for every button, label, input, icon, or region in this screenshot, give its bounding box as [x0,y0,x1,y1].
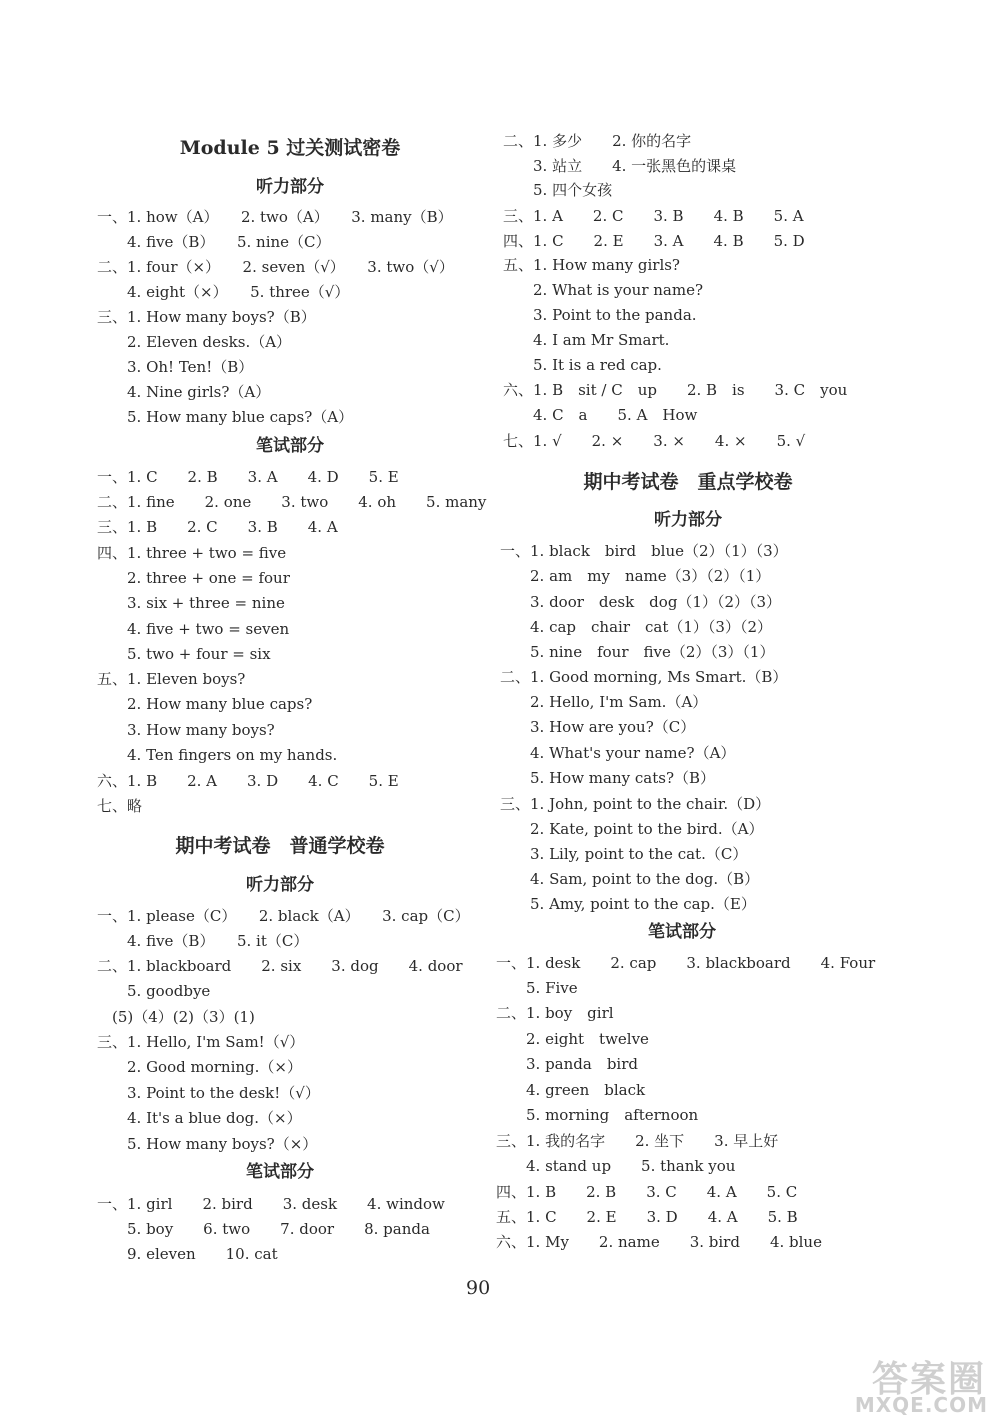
answer-line: 3. How are you?（C） [500,718,696,736]
answer-line: 三、1. B 2. C 3. B 4. A [97,518,338,536]
answer-line: 2. three + one = four [97,569,290,587]
answer-line: 2. How many blue caps? [97,695,313,713]
answer-line: 三、1. Hello, I'm Sam!（√） [97,1033,305,1051]
answer-line: 5. nine four five（2）（3）（1） [500,643,775,661]
answer-line: 三、1. John, point to the chair.（D） [500,795,771,813]
answer-line: 四、1. B 2. B 3. C 4. A 5. C [496,1183,798,1201]
answer-line: 三、1. A 2. C 3. B 4. B 5. A [503,207,804,225]
answer-line: 5. How many blue caps?（A） [97,408,354,426]
answer-line: 4. Nine girls?（A） [97,383,271,401]
answer-line: 2. am my name（3）（2）（1） [500,567,771,585]
answer-line: 六、1. My 2. name 3. bird 4. blue [496,1233,822,1251]
answer-line: 4. five + two = seven [97,620,290,638]
answer-line: 5. goodbye [97,982,211,1000]
midterm-key-title: 期中考试卷 重点学校卷 [583,471,793,493]
answer-line: 一、1. black bird blue（2）（1）（3） [500,542,788,560]
midterm-regular-title: 期中考试卷 普通学校卷 [175,835,385,857]
answer-line: 3. 站立 4. 一张黑色的课桌 [503,157,737,175]
answer-line: 4. cap chair cat（1）（3）（2） [500,618,773,636]
answer-line: 2. Good morning.（×） [97,1058,302,1076]
midterm-key-written-header: 笔试部分 [648,922,716,942]
answer-line: 2. What is your name? [503,281,704,299]
page-number: 90 [466,1277,491,1299]
answer-line: 4. green black [496,1081,646,1099]
answer-line: 5. Five [496,979,578,997]
answer-line: 五、1. Eleven boys? [97,670,246,688]
module5-title: Module 5 过关测试密卷 [179,137,401,159]
answer-line: 3. How many boys? [97,721,275,739]
answer-line: 六、1. B sit / C up 2. B is 3. C you [503,381,848,399]
answer-line: 七、略 [97,797,143,815]
answer-line: 一、1. C 2. B 3. A 4. D 5. E [97,468,399,486]
answer-line: 六、1. B 2. A 3. D 4. C 5. E [97,772,399,790]
answer-line: 4. Ten fingers on my hands. [97,746,338,764]
watermark-url: MXQE.COM [854,1393,988,1417]
answer-line: 4. Sam, point to the dog.（B） [500,870,760,888]
answer-line: 一、1. please（C） 2. black（A） 3. cap（C） [97,907,470,925]
answer-line: 4. five（B） 5. it（C） [97,932,309,950]
watermark-logo [832,1351,992,1417]
answer-line: 5. It is a red cap. [503,356,662,374]
answer-line: 5. two + four = six [97,645,271,663]
answer-line: 2. Kate, point to the bird.（A） [500,820,764,838]
answer-line: 4. I am Mr Smart. [503,331,670,349]
answer-line: 5. How many cats?（B） [500,769,716,787]
answer-line: 9. eleven 10. cat [97,1245,278,1263]
answer-line: 3. six + three = nine [97,594,285,612]
module5-written-header: 笔试部分 [256,436,324,456]
module5-listening-header: 听力部分 [256,177,324,197]
answer-line: 3. door desk dog（1）（2）（3） [500,593,782,611]
answer-line: 3. panda bird [496,1055,639,1073]
answer-line: 4. eight（×） 5. three（√） [97,283,350,301]
answer-line: 二、1. fine 2. one 3. two 4. oh 5. many [97,493,487,511]
answer-line: 二、1. boy girl [496,1004,614,1022]
midterm-regular-written-header: 笔试部分 [246,1162,314,1182]
answer-line: 二、1. Good morning, Ms Smart.（B） [500,668,788,686]
answer-line: 一、1. girl 2. bird 3. desk 4. window [97,1195,445,1213]
answer-line: 二、1. four（×） 2. seven（√） 3. two（√） [97,258,454,276]
watermark-text: 答案圈 [871,1359,986,1400]
answer-line: 5. morning afternoon [496,1106,699,1124]
answer-line: 二、1. blackboard 2. six 3. dog 4. door [97,957,463,975]
answer-line: 4. C a 5. A How [503,406,698,424]
answer-line: 五、1. How many girls? [503,256,680,274]
answer-line: 二、1. 多少 2. 你的名字 [503,132,692,150]
answer-line: 2. Eleven desks.（A） [97,333,292,351]
answer-line: 4. five（B） 5. nine（C） [97,233,331,251]
answer-line: 5. boy 6. two 7. door 8. panda [97,1220,430,1238]
answer-line: (5)（4）(2)（3）(1) [97,1008,255,1026]
answer-line: 4. What's your name?（A） [500,744,736,762]
answer-line: 四、1. C 2. E 3. A 4. B 5. D [503,232,805,250]
answer-line: 三、1. How many boys?（B） [97,308,316,326]
answer-line: 一、1. how（A） 2. two（A） 3. many（B） [97,208,453,226]
answer-line: 4. stand up 5. thank you [496,1157,736,1175]
answer-line: 3. Point to the panda. [503,306,697,324]
answer-line: 4. It's a blue dog.（×） [97,1109,302,1127]
answer-line: 2. eight twelve [496,1030,649,1048]
answer-line: 五、1. C 2. E 3. D 4. A 5. B [496,1208,798,1226]
answer-line: 3. Point to the desk!（√） [97,1084,320,1102]
answer-line: 5. How many boys?（×） [97,1135,318,1153]
answer-line: 三、1. 我的名字 2. 坐下 3. 早上好 [496,1132,779,1150]
answer-line: 七、1. √ 2. × 3. × 4. × 5. √ [503,432,806,450]
answer-line: 四、1. three + two = five [97,544,287,562]
answer-line: 5. 四个女孩 [503,181,613,199]
answer-line: 一、1. desk 2. cap 3. blackboard 4. Four [496,954,876,972]
answer-line: 5. Amy, point to the cap.（E） [500,895,756,913]
midterm-key-listening-header: 听力部分 [654,510,722,530]
answer-line: 3. Oh! Ten!（B） [97,358,254,376]
answer-line: 2. Hello, I'm Sam.（A） [500,693,708,711]
answer-line: 3. Lily, point to the cat.（C） [500,845,748,863]
midterm-regular-listening-header: 听力部分 [246,875,314,895]
